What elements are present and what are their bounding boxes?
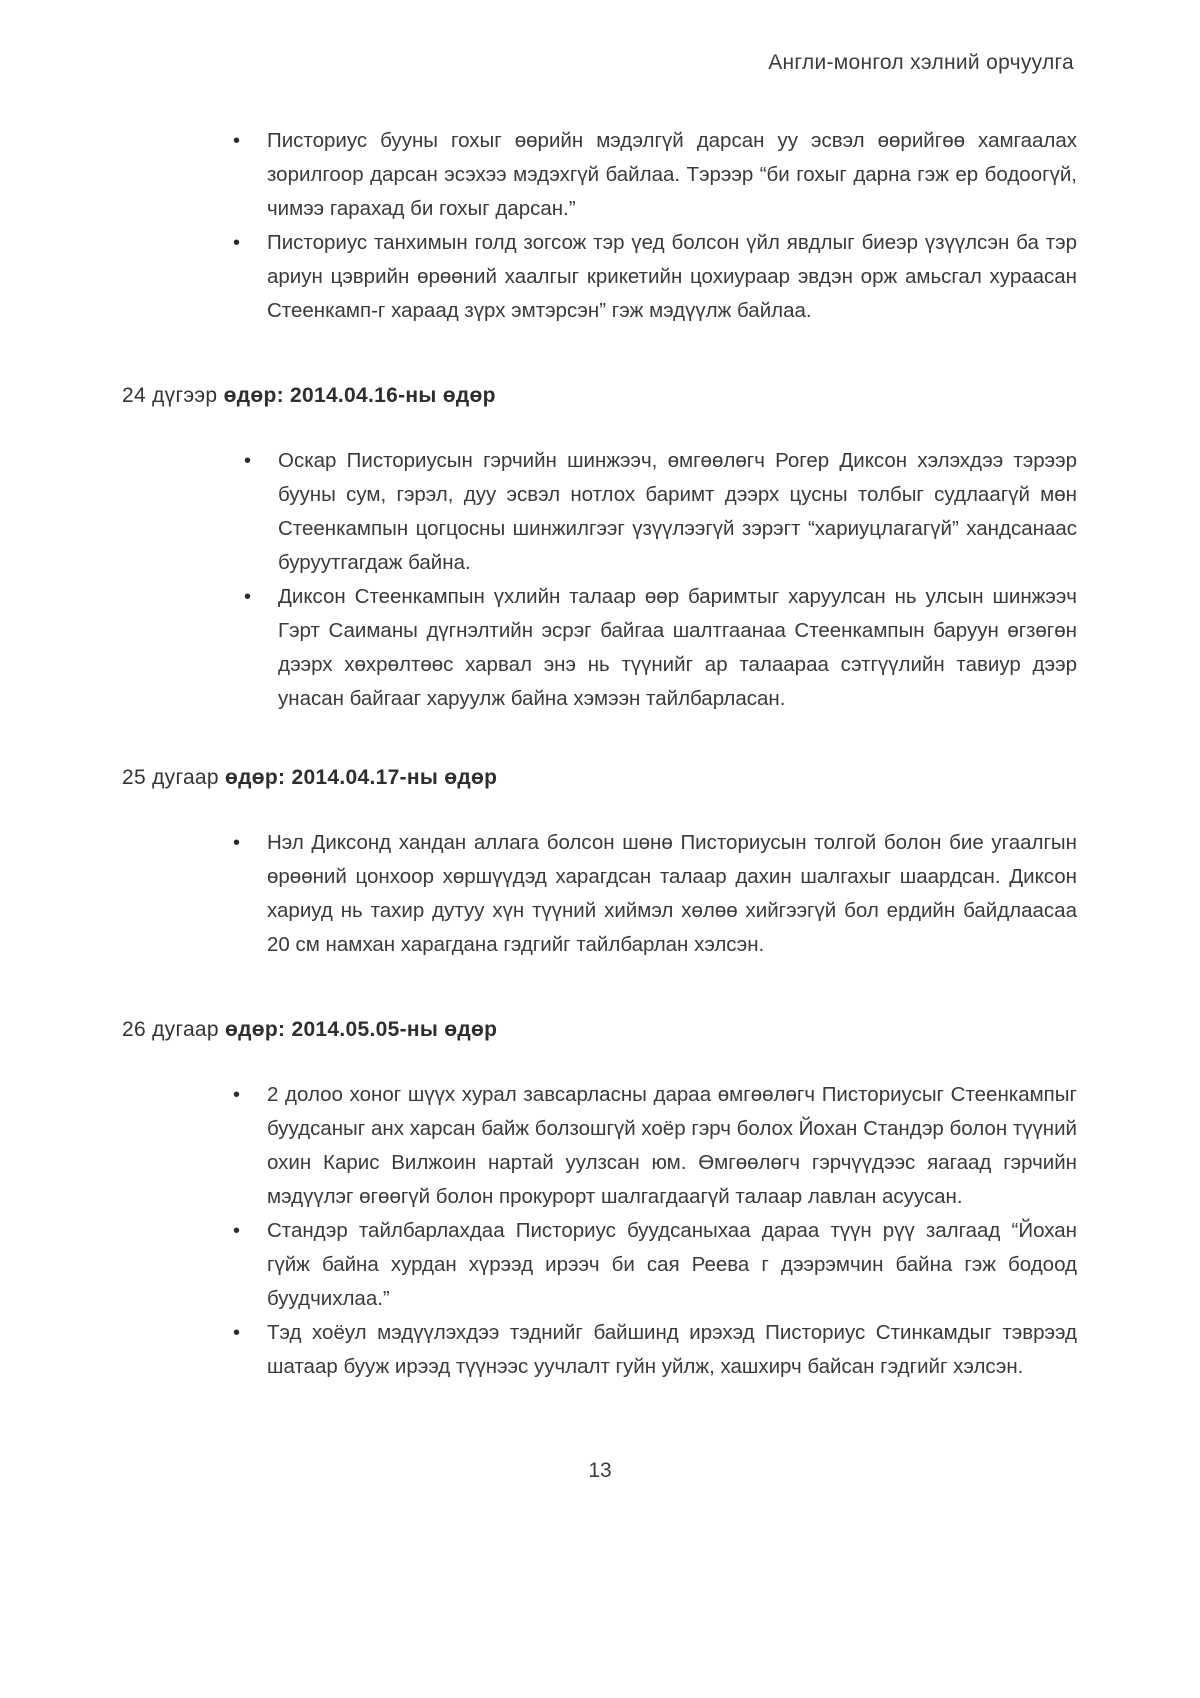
list-item [233, 1078, 1077, 1214]
section-date-label: өдөр: 2014.04.17-ны өдөр [225, 766, 498, 789]
day-25-bullet-list [233, 826, 1077, 962]
bullet-icon: • [233, 1322, 241, 1344]
section-heading-day-25 [122, 766, 497, 790]
section-heading-day-26 [122, 1018, 497, 1042]
list-item [233, 124, 1077, 226]
section-day-label: 24 дүгээр [122, 384, 224, 407]
list-item-text: Стандэр тайлбарлахдаа Писториус буудсаныхаа дараа түүн рүү залгаад “Йохан гүйж байна хурдан хүрээд ирээч би сая Реева г дээрэмчин байна гэж бодоод буудчихлаа.” [267, 1219, 1077, 1310]
day-26-bullet-list [233, 1078, 1077, 1384]
list-item-text: Писториус бууны гохыг өөрийн мэдэлгүй дарсан уу эсвэл өөрийгөө хамгаалах зорилгоор дарсан эсэхээ мэдэхгүй байлаа. Тэрээр “би гохыг дарна гэж ер бодоогүй, чимээ гарахад би гохыг дарсан.” [267, 129, 1077, 220]
bullet-icon: • [244, 450, 252, 472]
section-day-label: 26 дугаар [122, 1018, 226, 1041]
day-24-bullet-list [244, 444, 1077, 716]
section-date-label: өдөр: 2014.05.05-ны өдөр [225, 1018, 498, 1041]
bullet-icon: • [233, 232, 241, 254]
section-day-label: 25 дугаар [122, 766, 226, 789]
bullet-icon: • [233, 1084, 241, 1106]
list-item-text: Тэд хоёул мэдүүлэхдээ тэднийг байшинд ирэхэд Писториус Стинкамдыг тэврээд шатаар бууж ирээд түүнээс уучлалт гуйн уйлж, хашхирч байсан гэдгийг хэлсэн. [267, 1321, 1077, 1378]
list-item-text: Диксон Стеенкампын үхлийн талаар өөр баримтыг харуулсан нь улсын шинжээч Гэрт Саиманы дүгнэлтийн эсрэг байгаа шалтгаанаа Стеенкампын баруун өгзөгөн дээрх хөхрөлтөөс харвал энэ нь түүнийг ар талаараа сэтгүүлийн тавиур дээр унасан байгааг харуулж байна хэмээн тайлбарласан. [278, 585, 1077, 710]
list-item [233, 1214, 1077, 1316]
bullet-icon: • [233, 130, 241, 152]
list-item [233, 226, 1077, 328]
intro-bullet-list [233, 124, 1077, 328]
page-number: 13 [588, 1459, 612, 1482]
section-heading-day-24 [122, 384, 496, 408]
list-item-text: Нэл Диксонд хандан аллага болсон шөнө Писториусын толгой болон бие угаалгын өрөөний цонхоор хөршүүдэд харагдсан талаар дахин шалгахыг шаардсан. Диксон хариуд нь тахир дутуу хүн түүний хиймэл хөлөө хийгээгүй бол ердийн байдлаасаа 20 см намхан харагдана гэдгийг тайлбарлан хэлсэн. [267, 831, 1077, 956]
list-item-text: Писториус танхимын голд зогсож тэр үед болсон үйл явдлыг биеэр үзүүлсэн ба тэр ариун цэврийн өрөөний хаалгыг крикетийн цохиураар эвдэн орж амьсгал хураасан Стеенкамп-г хараад зүрх эмтэрсэн” гэж мэдүүлж байлаа. [267, 231, 1077, 322]
list-item [244, 580, 1077, 716]
section-date-label: өдөр: 2014.04.16-ны өдөр [223, 384, 496, 407]
running-header: Англи-монгол хэлний орчуулга [768, 51, 1074, 74]
list-item [233, 1316, 1077, 1384]
bullet-icon: • [233, 832, 241, 854]
list-item-text: 2 долоо хоног шүүх хурал завсарласны дараа өмгөөлөгч Писториусыг Стеенкампыг буудсаныг анх харсан байж болзошгүй хоёр гэрч болох Йохан Стандэр болон түүний охин Карис Вилжоин нартай уулзсан юм. Өмгөөлөгч гэрчүүдээс яагаад гэрчийн мэдүүлэг өгөөгүй болон прокурорт шалгагдаагүй талаар лавлан асуусан. [267, 1083, 1077, 1208]
list-item [233, 826, 1077, 962]
bullet-icon: • [233, 1220, 241, 1242]
list-item-text: Оскар Писториусын гэрчийн шинжээч, өмгөөлөгч Рогер Диксон хэлэхдээ тэрээр бууны сум, гэрэл, дуу эсвэл нотлох баримт дээрх цусны толбыг судлаагүй мөн Стеенкампын цогцосны шинжилгээг үзүүлээгүй зэрэгт “хариуцлагагүй” хандсанаас буруутгагдаж байна. [278, 449, 1077, 574]
bullet-icon: • [244, 586, 252, 608]
list-item [244, 444, 1077, 580]
